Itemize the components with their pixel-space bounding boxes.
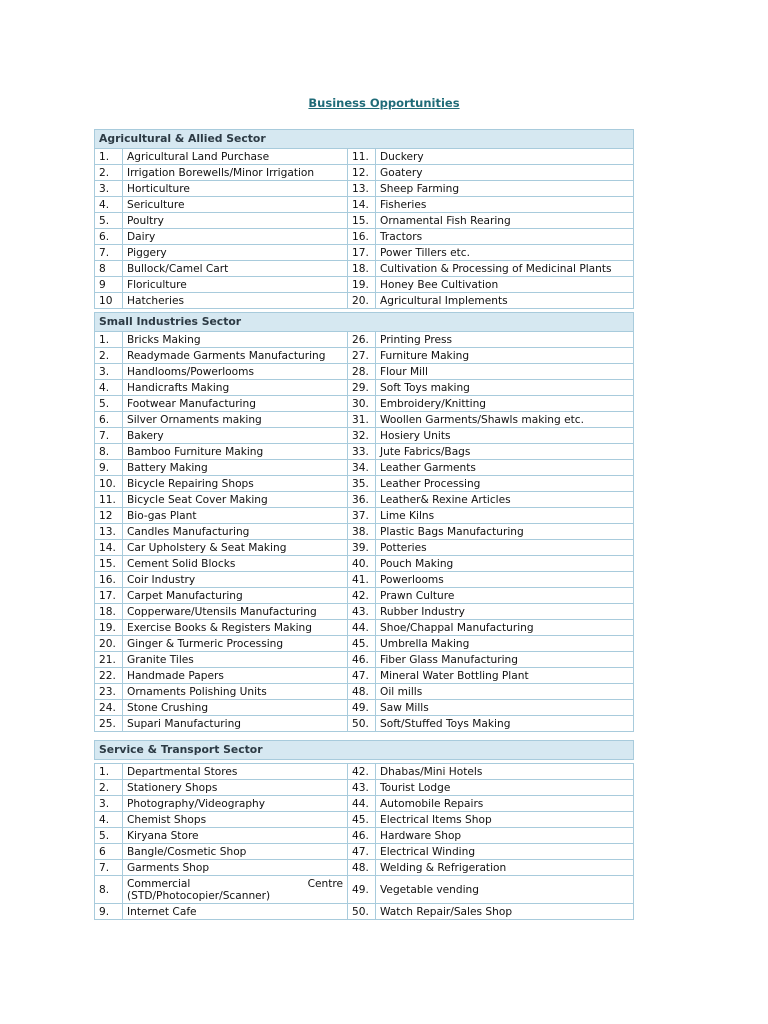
item-name: Soft Toys making — [376, 380, 634, 396]
item-number: 44. — [348, 620, 376, 636]
item-number: 32. — [348, 428, 376, 444]
item-name: Floriculture — [123, 277, 348, 293]
section-header — [95, 130, 634, 149]
item-number: 16. — [348, 229, 376, 245]
item-name: Handicrafts Making — [123, 380, 348, 396]
table-row — [95, 396, 634, 412]
item-number: 7. — [95, 245, 123, 261]
item-name: Plastic Bags Manufacturing — [376, 524, 634, 540]
small-industries-sector-table — [94, 312, 634, 732]
table-row — [95, 444, 634, 460]
item-number: 28. — [348, 364, 376, 380]
item-number: 5. — [95, 828, 123, 844]
table-row — [95, 684, 634, 700]
item-name: Hosiery Units — [376, 428, 634, 444]
section-heading: Small Industries Sector — [95, 313, 634, 332]
item-name: Fiber Glass Manufacturing — [376, 652, 634, 668]
table-row — [95, 492, 634, 508]
item-number: 2. — [95, 780, 123, 796]
table-row — [95, 364, 634, 380]
table-row — [95, 380, 634, 396]
item-number: 9. — [95, 904, 123, 920]
item-number: 18. — [95, 604, 123, 620]
item-name: Watch Repair/Sales Shop — [376, 904, 634, 920]
item-number: 6 — [95, 844, 123, 860]
table-row — [95, 149, 634, 165]
item-name: Irrigation Borewells/Minor Irrigation — [123, 165, 348, 181]
table-row — [95, 229, 634, 245]
item-name: Umbrella Making — [376, 636, 634, 652]
item-number: 7. — [95, 428, 123, 444]
item-name: Readymade Garments Manufacturing — [123, 348, 348, 364]
table-row — [95, 860, 634, 876]
item-name: Battery Making — [123, 460, 348, 476]
table-row — [95, 213, 634, 229]
item-number: 38. — [348, 524, 376, 540]
item-number: 15. — [95, 556, 123, 572]
item-number: 5. — [95, 213, 123, 229]
item-number: 49. — [348, 876, 376, 904]
item-name: Agricultural Implements — [376, 293, 634, 309]
item-number: 41. — [348, 572, 376, 588]
item-name: Bio-gas Plant — [123, 508, 348, 524]
item-number: 20. — [348, 293, 376, 309]
item-name: Kiryana Store — [123, 828, 348, 844]
table-row — [95, 620, 634, 636]
table-row — [95, 780, 634, 796]
item-name: Handmade Papers — [123, 668, 348, 684]
table-row — [95, 636, 634, 652]
item-name: Electrical Winding — [376, 844, 634, 860]
table-row — [95, 348, 634, 364]
item-number: 31. — [348, 412, 376, 428]
item-name: Ginger & Turmeric Processing — [123, 636, 348, 652]
item-name: Copperware/Utensils Manufacturing — [123, 604, 348, 620]
item-number: 9 — [95, 277, 123, 293]
item-name: Printing Press — [376, 332, 634, 348]
item-number: 6. — [95, 412, 123, 428]
item-name: Soft/Stuffed Toys Making — [376, 716, 634, 732]
item-number: 45. — [348, 636, 376, 652]
item-number: 47. — [348, 844, 376, 860]
item-name: Welding & Refrigeration — [376, 860, 634, 876]
item-number: 45. — [348, 812, 376, 828]
table-row — [95, 700, 634, 716]
item-name: Footwear Manufacturing — [123, 396, 348, 412]
table-row — [95, 556, 634, 572]
item-name: Tractors — [376, 229, 634, 245]
item-number: 19. — [95, 620, 123, 636]
item-number: 13. — [348, 181, 376, 197]
table-row — [95, 764, 634, 780]
item-name: Granite Tiles — [123, 652, 348, 668]
item-name: Tourist Lodge — [376, 780, 634, 796]
item-number: 48. — [348, 684, 376, 700]
item-number: 4. — [95, 197, 123, 213]
item-number: 30. — [348, 396, 376, 412]
item-number: 8. — [95, 444, 123, 460]
table-row — [95, 668, 634, 684]
item-number: 34. — [348, 460, 376, 476]
item-number: 22. — [95, 668, 123, 684]
item-number: 1. — [95, 764, 123, 780]
item-number: 2. — [95, 165, 123, 181]
item-number: 19. — [348, 277, 376, 293]
section-heading: Service & Transport Sector — [95, 741, 634, 760]
item-name: Honey Bee Cultivation — [376, 277, 634, 293]
item-number: 5. — [95, 396, 123, 412]
item-number: 47. — [348, 668, 376, 684]
service-transport-sector-table — [94, 740, 634, 920]
item-number: 3. — [95, 181, 123, 197]
item-name: Poultry — [123, 213, 348, 229]
item-name: Cement Solid Blocks — [123, 556, 348, 572]
section-header — [95, 741, 634, 760]
item-number: 37. — [348, 508, 376, 524]
item-name: Sericulture — [123, 197, 348, 213]
page-title: Business Opportunities — [308, 96, 460, 110]
item-number: 48. — [348, 860, 376, 876]
item-number: 43. — [348, 604, 376, 620]
item-name: Prawn Culture — [376, 588, 634, 604]
item-name-wrapped — [123, 876, 348, 904]
item-number: 11. — [95, 492, 123, 508]
wrapped-line-1 — [127, 878, 347, 890]
item-name: Piggery — [123, 245, 348, 261]
item-name: Bakery — [123, 428, 348, 444]
table-row — [95, 524, 634, 540]
item-name: Photography/Videography — [123, 796, 348, 812]
wrapped-word-left: Commercial — [127, 877, 191, 890]
item-name: Fisheries — [376, 197, 634, 213]
item-name: Duckery — [376, 149, 634, 165]
item-name: Electrical Items Shop — [376, 812, 634, 828]
item-name: Handlooms/Powerlooms — [123, 364, 348, 380]
item-name: Powerlooms — [376, 572, 634, 588]
item-name: Vegetable vending — [376, 876, 634, 904]
item-name: Horticulture — [123, 181, 348, 197]
item-number: 14. — [348, 197, 376, 213]
item-name: Bamboo Furniture Making — [123, 444, 348, 460]
item-number: 3. — [95, 364, 123, 380]
item-name: Automobile Repairs — [376, 796, 634, 812]
item-number: 49. — [348, 700, 376, 716]
item-name: Bangle/Cosmetic Shop — [123, 844, 348, 860]
item-number: 4. — [95, 812, 123, 828]
item-number: 23. — [95, 684, 123, 700]
item-number: 29. — [348, 380, 376, 396]
item-name: Hatcheries — [123, 293, 348, 309]
item-name: Jute Fabrics/Bags — [376, 444, 634, 460]
item-number: 36. — [348, 492, 376, 508]
item-name: Internet Cafe — [123, 904, 348, 920]
table-row — [95, 460, 634, 476]
item-number: 20. — [95, 636, 123, 652]
item-name: Dhabas/Mini Hotels — [376, 764, 634, 780]
item-name: Chemist Shops — [123, 812, 348, 828]
item-name: Ornaments Polishing Units — [123, 684, 348, 700]
item-name: Saw Mills — [376, 700, 634, 716]
item-name: Exercise Books & Registers Making — [123, 620, 348, 636]
item-name: Garments Shop — [123, 860, 348, 876]
table-row — [95, 277, 634, 293]
item-number: 46. — [348, 828, 376, 844]
item-number: 9. — [95, 460, 123, 476]
item-name: Cultivation & Processing of Medicinal Plants — [376, 261, 634, 277]
item-name: Leather Garments — [376, 460, 634, 476]
table-row — [95, 293, 634, 309]
item-number: 35. — [348, 476, 376, 492]
table-row — [95, 412, 634, 428]
item-name: Bicycle Repairing Shops — [123, 476, 348, 492]
item-name: Carpet Manufacturing — [123, 588, 348, 604]
item-name: Agricultural Land Purchase — [123, 149, 348, 165]
item-name: Stationery Shops — [123, 780, 348, 796]
item-number: 25. — [95, 716, 123, 732]
table-row — [95, 197, 634, 213]
item-number: 43. — [348, 780, 376, 796]
item-number: 24. — [95, 700, 123, 716]
table-row — [95, 476, 634, 492]
wrapped-word-right: Centre — [307, 877, 343, 890]
item-name: Potteries — [376, 540, 634, 556]
item-name: Coir Industry — [123, 572, 348, 588]
table-row — [95, 904, 634, 920]
item-name: Lime Kilns — [376, 508, 634, 524]
item-number: 10 — [95, 293, 123, 309]
table-row — [95, 428, 634, 444]
section-heading: Agricultural & Allied Sector — [95, 130, 634, 149]
item-name: Leather Processing — [376, 476, 634, 492]
item-name: Sheep Farming — [376, 181, 634, 197]
item-number: 26. — [348, 332, 376, 348]
table-row — [95, 332, 634, 348]
table-row — [95, 165, 634, 181]
item-number: 17. — [95, 588, 123, 604]
item-name: Candles Manufacturing — [123, 524, 348, 540]
table-row — [95, 716, 634, 732]
item-number: 40. — [348, 556, 376, 572]
wrapped-line-2: (STD/Photocopier/Scanner) — [127, 889, 271, 902]
item-number: 2. — [95, 348, 123, 364]
table-row — [95, 508, 634, 524]
item-name: Oil mills — [376, 684, 634, 700]
item-name: Silver Ornaments making — [123, 412, 348, 428]
item-name: Bricks Making — [123, 332, 348, 348]
item-number: 39. — [348, 540, 376, 556]
item-name: Dairy — [123, 229, 348, 245]
item-number: 8. — [95, 876, 123, 904]
item-number: 42. — [348, 588, 376, 604]
table-row — [95, 844, 634, 860]
item-name: Goatery — [376, 165, 634, 181]
item-number: 1. — [95, 332, 123, 348]
item-number: 11. — [348, 149, 376, 165]
item-name: Embroidery/Knitting — [376, 396, 634, 412]
item-number: 1. — [95, 149, 123, 165]
table-row — [95, 652, 634, 668]
item-number: 50. — [348, 904, 376, 920]
item-number: 44. — [348, 796, 376, 812]
item-name: Bullock/Camel Cart — [123, 261, 348, 277]
item-number: 33. — [348, 444, 376, 460]
item-number: 4. — [95, 380, 123, 396]
item-number: 46. — [348, 652, 376, 668]
item-number: 15. — [348, 213, 376, 229]
table-row — [95, 181, 634, 197]
table-row — [95, 828, 634, 844]
item-name: Stone Crushing — [123, 700, 348, 716]
table-row — [95, 572, 634, 588]
item-name: Furniture Making — [376, 348, 634, 364]
item-name: Power Tillers etc. — [376, 245, 634, 261]
item-number: 18. — [348, 261, 376, 277]
item-name: Hardware Shop — [376, 828, 634, 844]
agricultural-sector-table — [94, 129, 634, 309]
item-name: Ornamental Fish Rearing — [376, 213, 634, 229]
item-number: 12 — [95, 508, 123, 524]
table-row — [95, 540, 634, 556]
table-row — [95, 588, 634, 604]
item-number: 13. — [95, 524, 123, 540]
item-number: 17. — [348, 245, 376, 261]
item-number: 6. — [95, 229, 123, 245]
item-number: 8 — [95, 261, 123, 277]
item-number: 42. — [348, 764, 376, 780]
item-number: 14. — [95, 540, 123, 556]
item-name: Bicycle Seat Cover Making — [123, 492, 348, 508]
item-name: Mineral Water Bottling Plant — [376, 668, 634, 684]
table-row — [95, 261, 634, 277]
item-number: 3. — [95, 796, 123, 812]
table-row — [95, 245, 634, 261]
item-number: 50. — [348, 716, 376, 732]
table-row — [95, 796, 634, 812]
item-number: 12. — [348, 165, 376, 181]
item-name: Shoe/Chappal Manufacturing — [376, 620, 634, 636]
item-number: 10. — [95, 476, 123, 492]
item-name: Flour Mill — [376, 364, 634, 380]
item-number: 27. — [348, 348, 376, 364]
item-name: Supari Manufacturing — [123, 716, 348, 732]
item-name: Departmental Stores — [123, 764, 348, 780]
table-row — [95, 876, 634, 904]
item-number: 7. — [95, 860, 123, 876]
item-number: 21. — [95, 652, 123, 668]
item-name: Pouch Making — [376, 556, 634, 572]
table-row — [95, 812, 634, 828]
item-name: Rubber Industry — [376, 604, 634, 620]
item-number: 16. — [95, 572, 123, 588]
table-row — [95, 604, 634, 620]
section-header — [95, 313, 634, 332]
item-name: Car Upholstery & Seat Making — [123, 540, 348, 556]
item-name: Leather& Rexine Articles — [376, 492, 634, 508]
item-name: Woollen Garments/Shawls making etc. — [376, 412, 634, 428]
